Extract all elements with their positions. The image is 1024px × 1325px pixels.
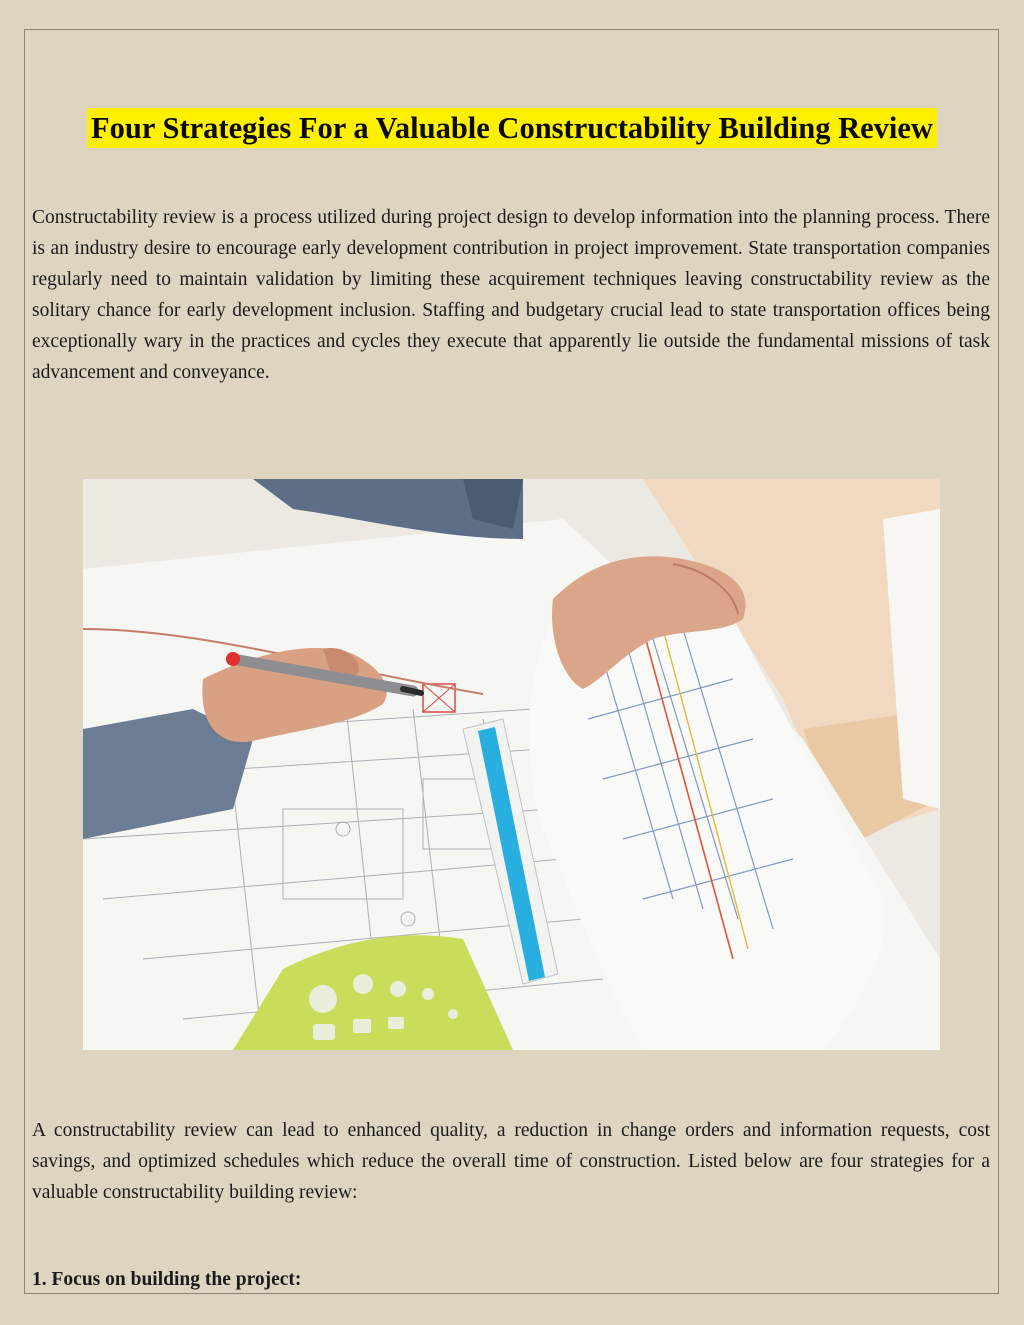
document-title: Four Strategies For a Valuable Constructability Building Review — [87, 108, 937, 148]
second-paragraph: A constructability review can lead to enhanced quality, a reduction in change orders and information requests, cost savings, and optimized schedules which reduce the overall time of construction. Listed below are four strategies for a valuable constructability building review: — [32, 1120, 990, 1203]
blueprint-photo — [83, 479, 940, 1050]
section-heading: 1. Focus on building the project: — [32, 1269, 302, 1290]
intro-paragraph: Constructability review is a process utilized during project design to develop information into the planning process. There is an industry desire to encourage early development contribution in project improvement. State transportation companies regularly need to maintain validation by limiting these acquirement techniques leaving constructability review as the solitary chance for early development inclusion. Staffing and budgetary crucial lead to state transportation offices being exceptionally wary in the practices and cycles they execute that apparently lie outside the fundamental missions of task advancement and conveyance. — [32, 207, 990, 383]
title-container — [0, 108, 1024, 148]
